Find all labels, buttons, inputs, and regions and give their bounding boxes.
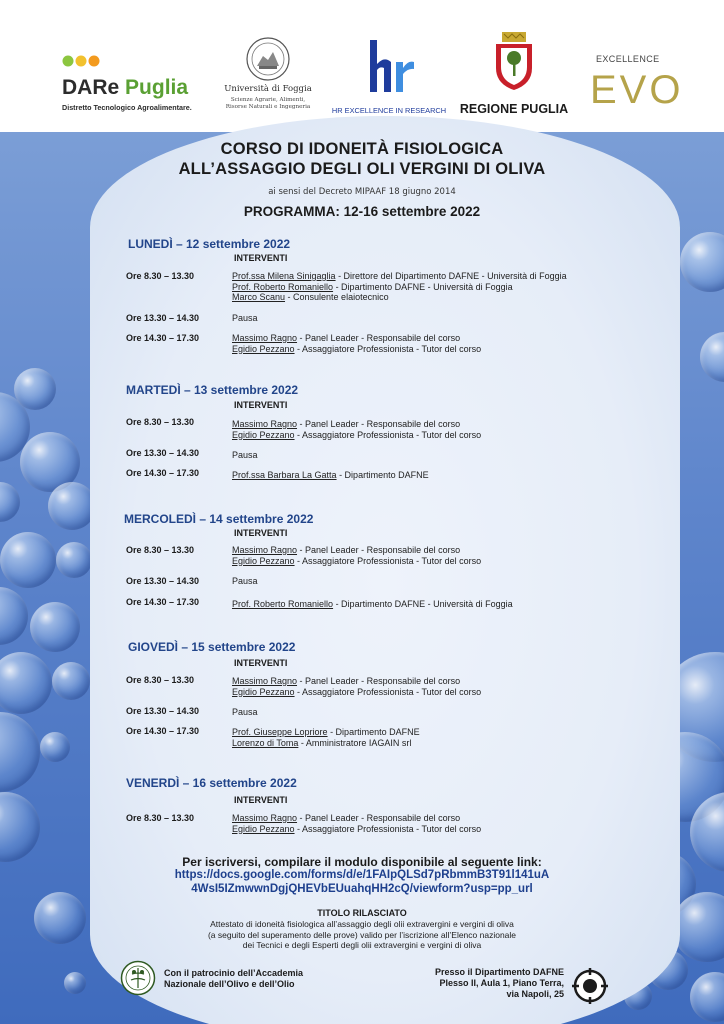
speaker-line: Massimo Ragno - Panel Leader - Responsabile del corso bbox=[232, 333, 461, 343]
titolo-line: dei Tecnici e degli Esperti degli olii extravergini e vergini di oliva bbox=[242, 940, 482, 950]
day-title: GIOVEDÌ – 15 settembre 2022 bbox=[128, 640, 296, 654]
dare-text: DARe bbox=[62, 76, 120, 99]
time-slot: Ore 8.30 – 13.30 bbox=[126, 271, 195, 281]
unifg-sub-2: Risorse Naturali e Ingegneria bbox=[225, 104, 311, 110]
unifg-logo bbox=[222, 36, 314, 120]
speaker-line: Massimo Ragno - Panel Leader - Responsabile del corso bbox=[232, 419, 461, 429]
speaker-line: Egidio Pezzano - Assaggiatore Professionista - Tutor del corso bbox=[232, 823, 482, 834]
day-title: MARTEDÌ – 13 settembre 2022 bbox=[126, 383, 299, 397]
time-slot: Ore 13.30 – 14.30 bbox=[126, 448, 200, 458]
unifg-name: Università di Foggia bbox=[224, 84, 312, 94]
registration-text: Per iscriversi, compilare il modulo disponibile al seguente link: bbox=[182, 855, 542, 869]
day-title: VENERDÌ – 16 settembre 2022 bbox=[126, 776, 297, 790]
speaker-line: Prof.ssa Barbara La Gatta - Dipartimento DAFNE bbox=[232, 470, 429, 480]
time-slot: Ore 14.30 – 17.30 bbox=[126, 468, 200, 478]
titolo-heading: TITOLO RILASCIATO bbox=[317, 908, 407, 918]
university-seal-icon bbox=[245, 36, 291, 82]
speaker-line: Marco Scanu - Consulente elaiotecnico bbox=[232, 292, 389, 302]
hr-excellence-logo bbox=[330, 38, 448, 118]
speaker-line: Massimo Ragno - Panel Leader - Responsabile del corso bbox=[232, 813, 461, 823]
speaker-line: Massimo Ragno - Panel Leader - Responsabile del corso bbox=[232, 676, 461, 686]
registration-link-line-2[interactable]: 4WsI5IZmwwnDgjQHEVbEUuahqHH2cQ/viewform?usp=pp_url bbox=[191, 883, 533, 895]
location-text: Presso il Dipartimento DAFNE Plesso II, Aula 1, Piano Terra, via Napoli, 25 bbox=[434, 967, 564, 999]
programma-heading: PROGRAMMA: 12-16 settembre 2022 bbox=[243, 204, 481, 219]
time-slot: Ore 13.30 – 14.30 bbox=[126, 576, 200, 586]
speaker-line: Prof. Roberto Romaniello - Dipartimento DAFNE - Università di Foggia bbox=[232, 599, 513, 609]
course-title-line-1: CORSO DI IDONEITÀ FISIOLOGICA bbox=[220, 140, 504, 158]
time-slot: Ore 8.30 – 13.30 bbox=[126, 417, 195, 427]
speaker-line: Prof.ssa Milena Sinigaglia - Direttore del Dipartimento DAFNE - Università di Foggia bbox=[232, 271, 567, 281]
time-slot: Ore 14.30 – 17.30 bbox=[126, 726, 200, 736]
interventi-label: INTERVENTI bbox=[234, 528, 288, 538]
patrocinio-text: Con il patrocinio dell’Accademia Nazionale dell’Olivo e dell’Olio bbox=[164, 968, 304, 989]
time-slot: Ore 13.30 – 14.30 bbox=[126, 706, 200, 716]
unifg-sub-1: Scienze Agrarie, Alimenti, bbox=[230, 97, 306, 103]
time-slot: Ore 8.30 – 13.30 bbox=[126, 813, 195, 823]
time-slot: Ore 8.30 – 13.30 bbox=[126, 675, 195, 685]
evo-text: EVO bbox=[590, 68, 684, 112]
speaker-line: Egidio Pezzano - Assaggiatore Professionista - Tutor del corso bbox=[232, 555, 482, 566]
interventi-label: INTERVENTI bbox=[234, 400, 288, 410]
interventi-label: INTERVENTI bbox=[234, 658, 288, 668]
day-title: MERCOLEDÌ – 14 settembre 2022 bbox=[124, 512, 314, 526]
time-slot: Ore 14.30 – 17.30 bbox=[126, 333, 200, 343]
decree-subtitle: ai sensi del Decreto MIPAAF 18 giugno 2014 bbox=[268, 187, 456, 197]
excellence-evo-logo bbox=[590, 54, 684, 118]
speaker-line: Prof. Giuseppe Lopriore - Dipartimento DAFNE bbox=[232, 727, 420, 737]
speaker-line: Lorenzo di Toma - Amministratore IAGAIN srl bbox=[232, 737, 412, 748]
interventi-label: INTERVENTI bbox=[234, 795, 288, 805]
pause-text: Pausa bbox=[232, 450, 258, 460]
pause-text: Pausa bbox=[232, 576, 258, 586]
course-title-line-2: ALL’ASSAGGIO DEGLI OLI VERGINI DI OLIVA bbox=[178, 160, 546, 178]
dare-subtitle: Distretto Tecnologico Agroalimentare. bbox=[62, 103, 192, 112]
regione-caption: REGIONE PUGLIA bbox=[459, 102, 569, 116]
location-target-icon bbox=[572, 968, 608, 1004]
time-slot: Ore 14.30 – 17.30 bbox=[126, 597, 200, 607]
time-slot: Ore 8.30 – 13.30 bbox=[126, 545, 195, 555]
regione-crest-icon bbox=[494, 32, 534, 90]
interventi-label: INTERVENTI bbox=[234, 253, 288, 263]
accademia-olivo-logo-icon bbox=[120, 960, 156, 996]
regione-puglia-logo bbox=[458, 32, 570, 120]
time-slot: Ore 13.30 – 14.30 bbox=[126, 313, 200, 323]
registration-link-line-1[interactable]: https://docs.google.com/forms/d/e/1FAIpQLSd7pRbmmB3T91l141uA bbox=[174, 869, 550, 881]
speaker-line: Prof. Roberto Romaniello - Dipartimento DAFNE - Università di Foggia bbox=[232, 281, 513, 292]
pause-text: Pausa bbox=[232, 707, 258, 717]
dots-icon bbox=[62, 54, 102, 68]
titolo-line: Attestato di idoneità fisiologica all’assaggio degli olii extravergini e vergini di oliva bbox=[210, 919, 514, 929]
hr-icon bbox=[366, 38, 416, 96]
evo-top-text: EXCELLENCE bbox=[596, 54, 660, 64]
speaker-line: Egidio Pezzano - Assaggiatore Professionista - Tutor del corso bbox=[232, 429, 482, 440]
speaker-line: Egidio Pezzano - Assaggiatore Professionista - Tutor del corso bbox=[232, 686, 482, 697]
titolo-line: (a seguito del superamento delle prove) valido per l’iscrizione all’Elenco nazionale bbox=[207, 929, 517, 940]
pause-text: Pausa bbox=[232, 313, 258, 323]
dare-puglia-logo bbox=[62, 54, 212, 118]
logo-header bbox=[0, 0, 724, 132]
day-title: LUNEDÌ – 12 settembre 2022 bbox=[128, 237, 291, 251]
speaker-line: Egidio Pezzano - Assaggiatore Professionista - Tutor del corso bbox=[232, 343, 482, 354]
hr-caption: HR EXCELLENCE IN RESEARCH bbox=[331, 106, 447, 115]
puglia-text: Puglia bbox=[125, 76, 189, 99]
speaker-line: Massimo Ragno - Panel Leader - Responsabile del corso bbox=[232, 545, 461, 555]
